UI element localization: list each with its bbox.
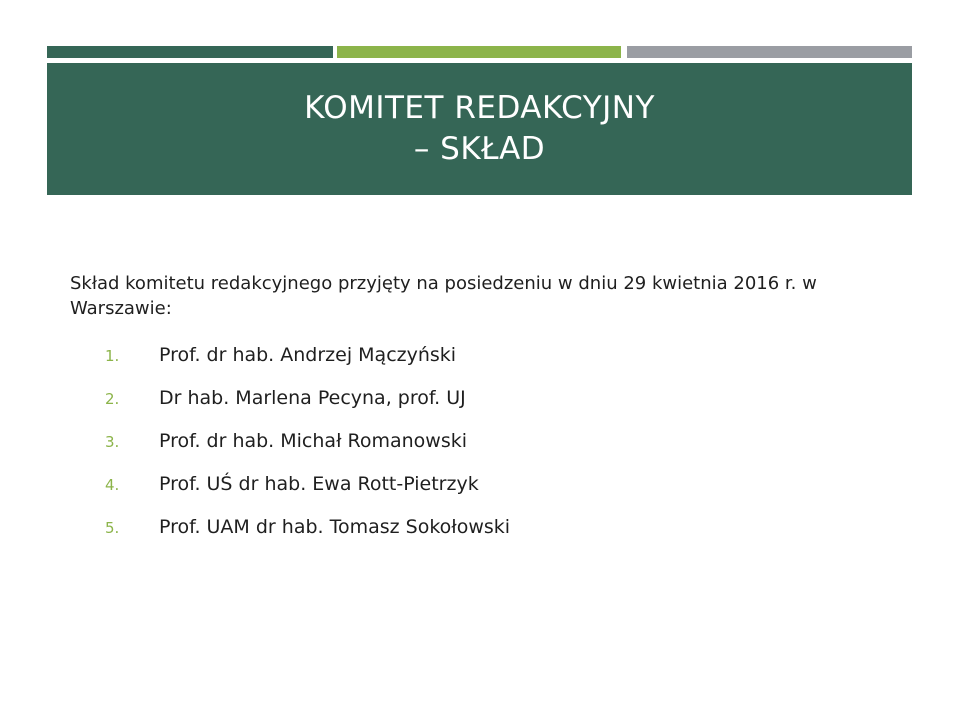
committee-member-item (70, 343, 910, 386)
member-number: 2. (105, 390, 120, 408)
member-name: Dr hab. Marlena Pecyna, prof. UJ (159, 387, 466, 409)
intro-paragraph: Skład komitetu redakcyjnego przyjęty na posiedzeniu w dniu 29 kwietnia 2016 r. w Warszawie: (70, 273, 817, 319)
member-name: Prof. UAM dr hab. Tomasz Sokołowski (159, 516, 511, 538)
slide-title-line-2: – SKŁAD (413, 131, 546, 167)
member-number: 3. (105, 433, 120, 451)
member-name: Prof. dr hab. Michał Romanowski (159, 430, 468, 452)
member-number: 5. (105, 519, 120, 537)
member-number: 1. (105, 347, 120, 365)
title-band (47, 63, 912, 195)
committee-member-item (70, 515, 910, 558)
slide-title (304, 88, 655, 170)
committee-member-item (70, 472, 910, 515)
decorative-bar-gray (627, 46, 912, 58)
decorative-top-bars (47, 46, 912, 58)
slide-title-line-1: KOMITET REDAKCYJNY (304, 90, 655, 126)
committee-member-item (70, 429, 910, 472)
committee-member-list (70, 343, 910, 558)
decorative-bar-light-green (337, 46, 621, 58)
member-name: Prof. UŚ dr hab. Ewa Rott-Pietrzyk (159, 473, 479, 495)
member-name: Prof. dr hab. Andrzej Mączyński (159, 344, 457, 366)
member-number: 4. (105, 476, 120, 494)
committee-member-item (70, 386, 910, 429)
decorative-bar-dark-green (47, 46, 333, 58)
